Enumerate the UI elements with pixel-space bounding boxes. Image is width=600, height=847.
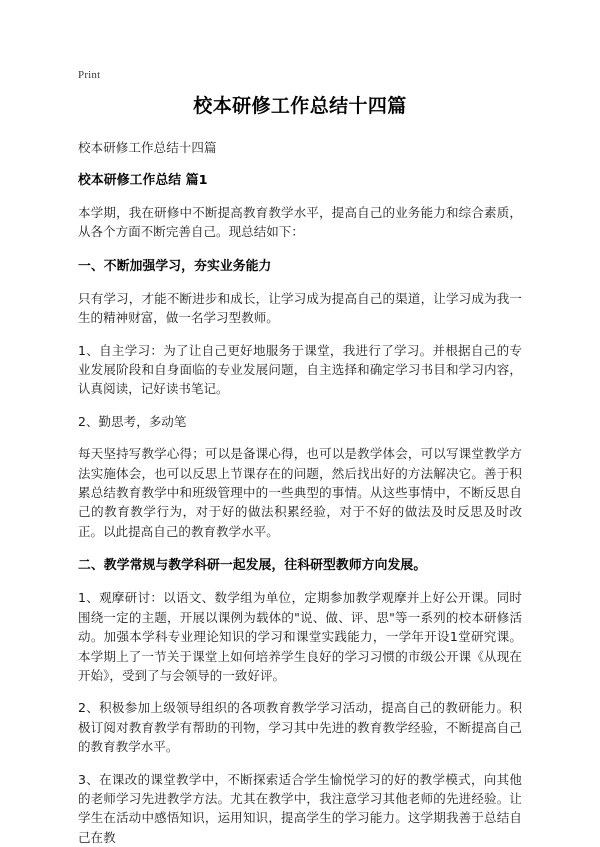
article-heading: 校本研修工作总结 篇1 xyxy=(78,173,208,188)
body-paragraph: 2、积极参加上级领导组织的各项教育教学学习活动，提高自己的教研能力。积极订阅对教育教学有帮助的刊物，学习其中先进的教育教学经验，不断提高自己的教育教学水平。 xyxy=(78,700,522,755)
print-button[interactable]: Print xyxy=(78,69,101,81)
body-paragraph: 本学期，我在研修中不断提高教育教学水平，提高自己的业务能力和综合素质，从各个方面不断完善自己。现总结如下： xyxy=(78,205,522,240)
body-paragraph: 3、在课改的课堂教学中，不断探索适合学生愉悦学习的好的教学模式，向其他的老师学习先进教学方法。尤其在教学中，我注意学习其他老师的先进经验。让学生在活动中感悟知识，运用知识，提高学生的学习能力。这学期我善于总结自己在教 xyxy=(78,771,522,845)
section-heading: 一、不断加强学习，夯实业务能力 xyxy=(78,258,272,274)
document-subtitle: 校本研修工作总结十四篇 xyxy=(78,140,217,155)
body-paragraph: 1、观摩研讨：以语文、数学组为单位，定期参加教学观摩并上好公开课。同时围绕一定的主题，开展以课例为载体的"说、做、评、思"等一系列的校本研修活动。加强本学科专业理论知识的学习和课堂实践能力，一学年开设1堂研究课。本学期上了一节关于课堂上如何培养学生良好的学习习惯的市级公开课《从现在开始》，受到了与会领导的一致好评。 xyxy=(78,590,522,683)
section-heading: 二、教学常规与教学科研一起发展，往科研型教师方向发展。 xyxy=(78,558,427,574)
body-paragraph: 每天坚持写教学心得；可以是备课心得，也可以是教学体会，可以写课堂教学方法实施体会，也可以反思上节课存在的问题，然后找出好的方法解决它。善于积累总结教育教学中和班级管理中的一些典型的事情。从这些事情中，不断反思自己的教育教学行为，对于好的做法积累经验，对于不好的做法及时反思及时改正。以此提高自己的教育教学水平。 xyxy=(78,446,522,539)
page-title: 校本研修工作总结十四篇 xyxy=(193,95,407,117)
body-paragraph: 2、勤思考，多动笔 xyxy=(78,413,187,429)
body-paragraph: 只有学习，才能不断进步和成长，让学习成为提高自己的渠道，让学习成为我一生的精神财富，做一名学习型教师。 xyxy=(78,290,522,326)
document-body xyxy=(78,93,522,847)
article-content xyxy=(78,203,522,847)
body-paragraph: 1、自主学习：为了让自己更好地服务于课堂，我进行了学习。并根据自己的专业发展阶段和自身面临的专业发展问题，自主选择和确定学习书目和学习内容，认真阅读，记好读书笔记。 xyxy=(78,342,522,397)
